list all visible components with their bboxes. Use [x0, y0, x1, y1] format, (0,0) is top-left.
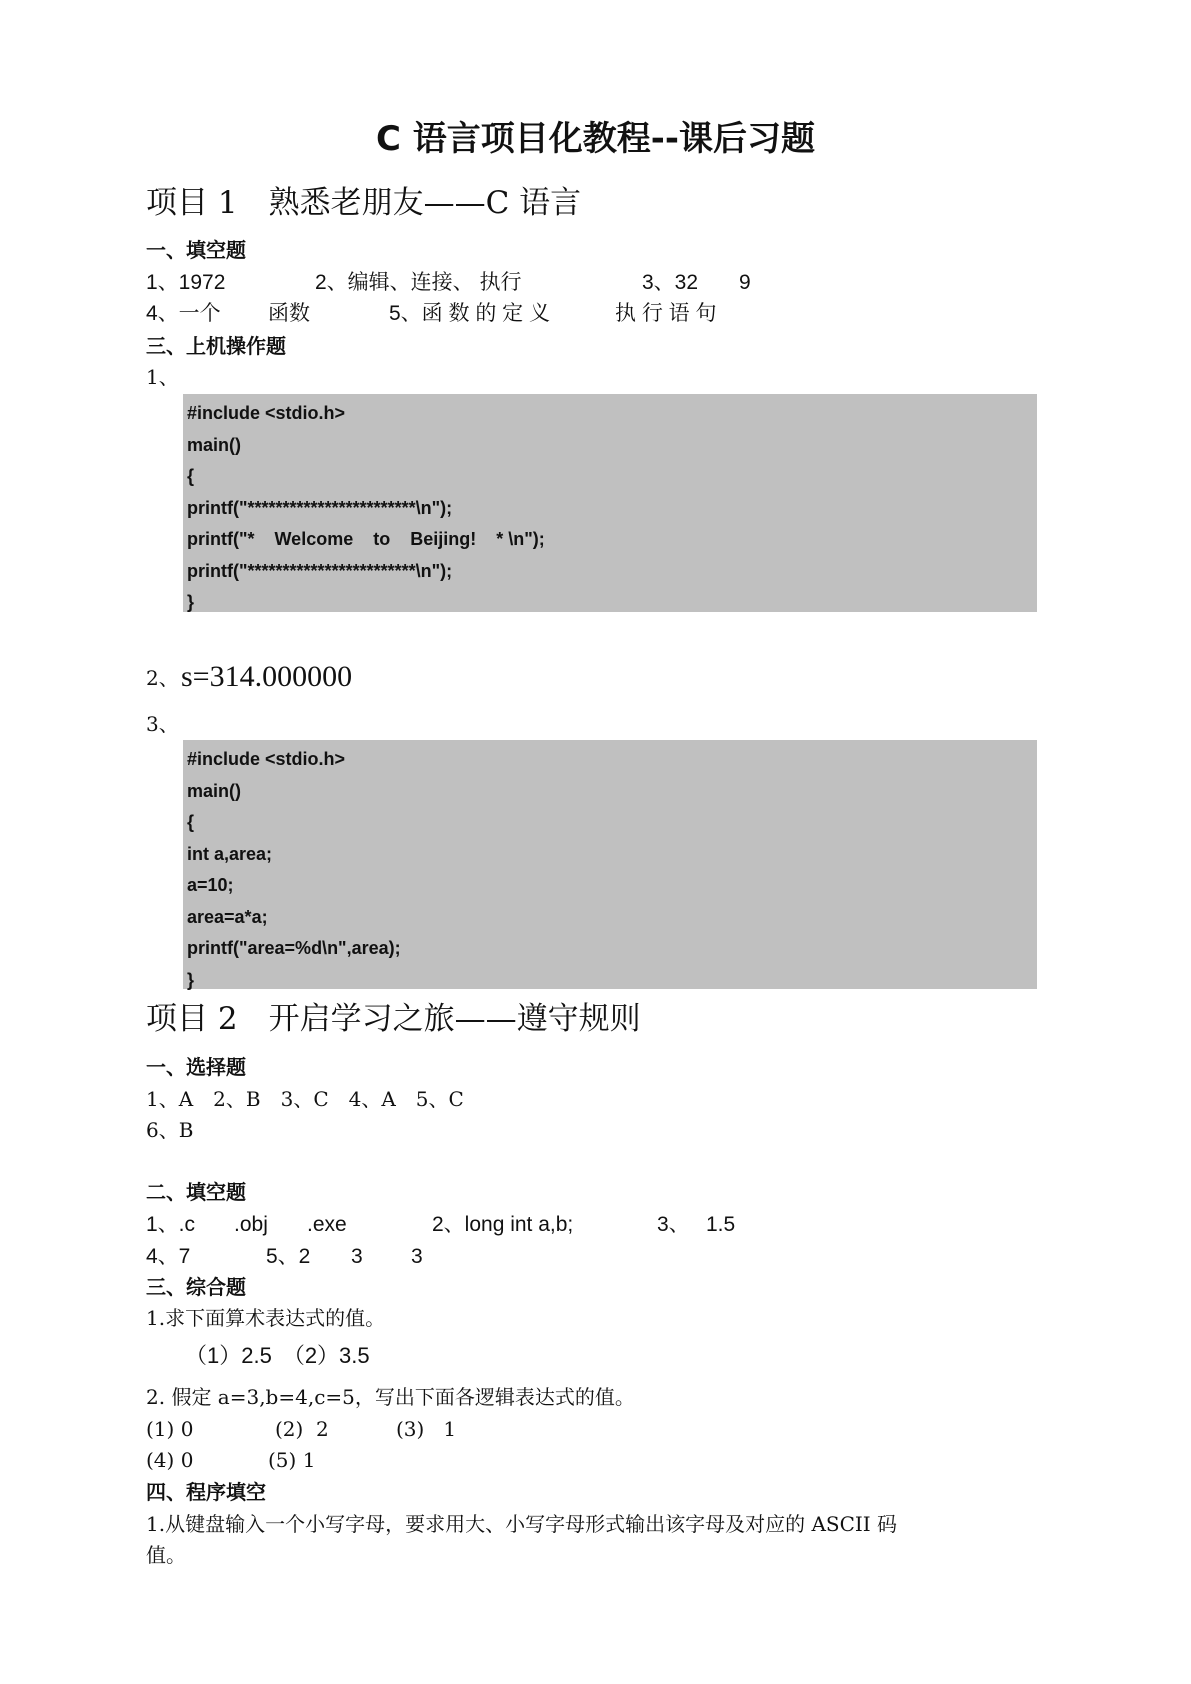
p1-fill-answer-3: 3、32 [642, 271, 699, 294]
p1-fill-answer-5: 5、函 数 的 定 义 [389, 302, 551, 325]
p2-choice-line-2: 6、B [146, 1118, 194, 1142]
code-block-3 [183, 740, 1037, 989]
code-line: #include <stdio.h> [187, 749, 346, 769]
p1-fill-answer-2: 2、编辑、连接、 执行 [315, 271, 522, 294]
code-block-1 [183, 394, 1037, 612]
p2-prog-q1-text-line1: 1.从键盘输入一个小写字母，要求用大、小写字母形式输出该字母及对应的 ASCII 码 [146, 1512, 898, 1536]
project2-heading: 项目 2 开启学习之旅——遵守规则 [146, 1001, 641, 1037]
p1-fill-answer-5b: 执 行 语 句 [615, 302, 717, 325]
code-line: { [187, 812, 195, 832]
p2-comp-q2-answer-2: (2) 2 [275, 1417, 329, 1441]
project2-section-fill-blank: 二、填空题 [146, 1180, 246, 1204]
code-line: main() [187, 434, 241, 455]
p2-comp-q2-answer-3: (3) 1 [396, 1417, 457, 1441]
p2-fill-answer-4: 4、7 [146, 1245, 191, 1268]
p2-fill-answer-2: 2、long int a,b; [432, 1213, 574, 1236]
p2-fill-answer-1: 1、.c [146, 1213, 196, 1236]
code-line: printf("************************\n"); [187, 497, 453, 518]
code-line: { [187, 466, 195, 486]
p1-lab-q3-label: 3、 [146, 712, 179, 736]
p1-lab-q2-label: 2、 [146, 666, 179, 690]
code-line: a=10; [187, 875, 234, 895]
p1-lab-q2-answer: s=314.000000 [181, 660, 353, 693]
code-line: printf("* Welcome to Beijing! * \n"); [187, 529, 545, 549]
project1-section-lab: 三、上机操作题 [146, 334, 286, 358]
project2-section-comprehensive: 三、综合题 [146, 1275, 246, 1299]
project2-section-choice: 一、选择题 [146, 1055, 246, 1079]
p1-fill-answer-4: 4、一个 [146, 302, 221, 325]
p2-fill-answer-1c: .exe [307, 1213, 347, 1236]
p1-fill-answer-4b: 函数 [268, 302, 310, 325]
p2-fill-answer-5: 5、2 [266, 1245, 311, 1268]
p2-fill-answer-3b: 1.5 [706, 1213, 736, 1236]
document-title: C 语言项目化教程--课后习题 [375, 119, 815, 159]
p2-fill-answer-5b: 3 [351, 1245, 363, 1268]
p2-comp-q2-text: 2. 假定 a=3,b=4,c=5，写出下面各逻辑表达式的值。 [146, 1385, 635, 1409]
p2-fill-answer-3: 3、 [657, 1213, 690, 1236]
code-line: } [187, 592, 195, 612]
code-line: printf("area=%d\n",area); [187, 938, 401, 958]
code-line: int a,area; [187, 843, 273, 864]
p2-comp-q2-answer-4: (4) 0 [146, 1448, 194, 1472]
project1-heading: 项目 1 熟悉老朋友——C 语言 [146, 185, 582, 221]
project1-section-fill-blank: 一、填空题 [146, 238, 246, 262]
code-line: printf("************************\n"); [187, 560, 453, 581]
p2-prog-q1-text-line2: 值。 [146, 1543, 186, 1567]
code-line: #include <stdio.h> [187, 403, 346, 423]
code-line: main() [187, 780, 241, 801]
p2-comp-q2-answer-1: (1) 0 [146, 1417, 194, 1441]
p1-fill-answer-1: 1、1972 [146, 271, 226, 294]
project2-section-program-fill: 四、程序填空 [146, 1480, 266, 1504]
code-line: area=a*a; [187, 906, 268, 927]
p2-fill-answer-5c: 3 [411, 1245, 423, 1268]
p2-comp-q1-text: 1.求下面算术表达式的值。 [146, 1306, 386, 1330]
p2-comp-q2-answer-5: (5) 1 [268, 1448, 316, 1472]
p2-choice-line-1: 1、A 2、B 3、C 4、A 5、C [146, 1087, 464, 1111]
p2-fill-answer-1b: .obj [234, 1213, 268, 1236]
p2-comp-q1-answer: （1）2.5 （2）3.5 [185, 1343, 370, 1368]
p1-lab-q1-label: 1、 [146, 365, 179, 389]
code-line: } [187, 969, 195, 990]
p1-fill-answer-3b: 9 [739, 271, 751, 294]
